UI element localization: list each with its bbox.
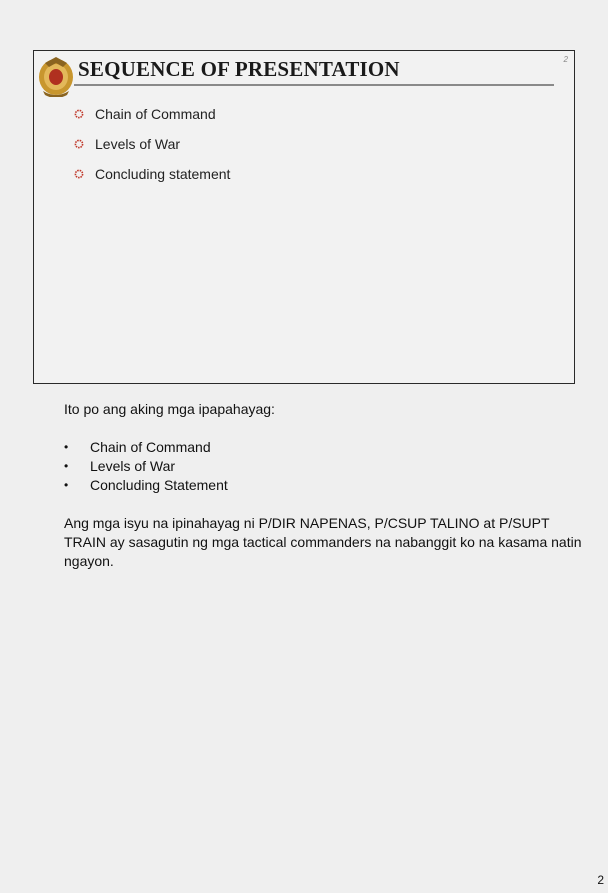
notes-intro: Ito po ang aking mga ipapahayag: xyxy=(64,401,275,417)
title-underline xyxy=(74,84,554,86)
slide-bullet-item xyxy=(74,129,230,159)
notes-item-text: Concluding Statement xyxy=(90,477,228,493)
slide-title: SEQUENCE OF PRESENTATION xyxy=(78,57,400,81)
bullet-dot-icon: • xyxy=(64,459,69,473)
bullet-dot-icon: • xyxy=(64,440,69,454)
slide-bullet-item xyxy=(74,159,230,189)
slide-bullet-list xyxy=(74,99,230,189)
flower-bullet-icon xyxy=(74,169,84,179)
notes-paragraph: Ang mga isyu na ipinahayag ni P/DIR NAPENAS, P/CSUP TALINO at P/SUPT TRAIN ay sasagutin ng mga tactical commanders na nabanggit ko na kasama natin ngayon. xyxy=(64,515,582,569)
notes-bullet-list xyxy=(64,438,584,495)
notes-item-text: Levels of War xyxy=(90,458,176,474)
slide-frame xyxy=(33,50,575,384)
bullet-dot-icon: • xyxy=(64,478,69,492)
slide-bullet-text: Levels of War xyxy=(95,136,181,152)
notes-item-text: Chain of Command xyxy=(90,439,211,455)
slide-bullet-item xyxy=(74,99,230,129)
notes-list-item xyxy=(64,476,584,495)
flower-bullet-icon xyxy=(74,139,84,149)
notes-list-item xyxy=(64,457,584,476)
page-number: 2 xyxy=(597,873,604,887)
notes-list-item xyxy=(64,438,584,457)
speaker-notes xyxy=(64,400,584,571)
slide-number: 2 xyxy=(563,55,568,64)
slide-bullet-text: Concluding statement xyxy=(95,166,231,182)
slide-bullet-text: Chain of Command xyxy=(95,106,216,122)
police-seal-logo xyxy=(37,55,75,97)
flower-bullet-icon xyxy=(74,109,84,119)
